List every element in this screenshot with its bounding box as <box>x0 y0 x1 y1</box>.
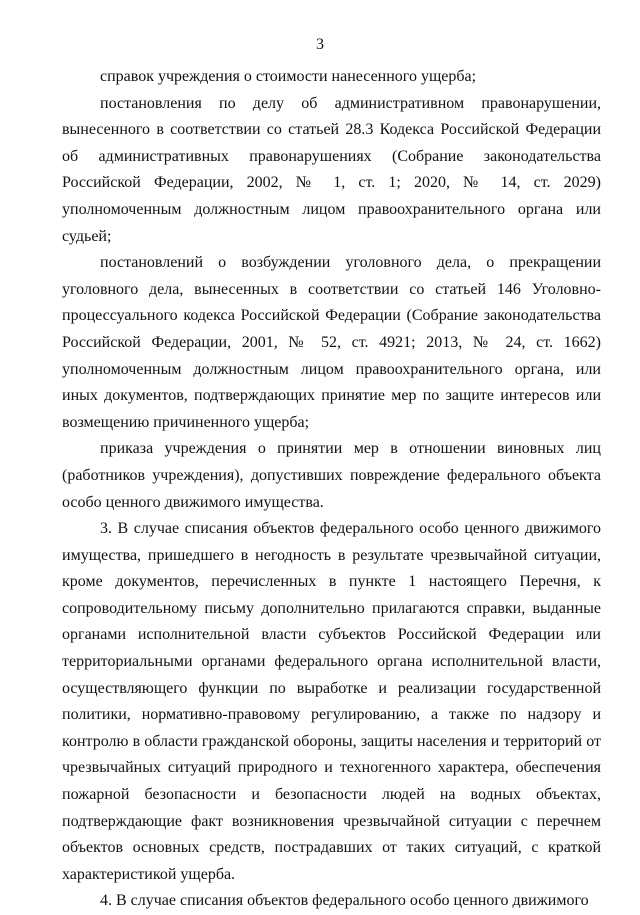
paragraph-item-4-writeoff: 4. В случае списания объектов федерального особо ценного движимого <box>100 892 589 910</box>
paragraph-damage-cost-certificates: справок учреждения о стоимости нанесенного ущерба; <box>100 68 477 85</box>
paragraph-criminal-case-rulings: постановлений о возбуждении уголовного дела, о прекращении уголовного дела, вынесенных в соответствии со статьей 146 Уголовно-процессуального кодекса Российской Федерации (Собрание законодательства Российской Федерации, 2001, № 52, ст. 4921; 2013, № 24, ст. 1662) уполномоченным должностным лицом правоохранительного органа, или иных документов, подтверждающих принятие мер по защите интересов или возмещению причиненного ущерба; <box>62 254 601 431</box>
paragraph-item-3-emergency-writeoff: 3. В случае списания объектов федерального особо ценного движимого имущества, пришедшего в негодность в результате чрезвычайной ситуации, кроме документов, перечисленных в пункте 1 настоящего Перечня, к сопроводительному письму дополнительно прилагаются справки, выданные органами исполнительной власти субъектов Российской Федерации или территориальными органами федерального органа исполнительной власти, осуществляющего функции по выработке и реализации государственной политики, нормативно-правовому регулированию, а также по надзору и контролю в области гражданской обороны, защиты населения и территорий от чрезвычайных ситуаций природного и техногенного характера, обеспечения пожарной безопасности и безопасности людей на водных объектах, подтверждающие факт возникновения чрезвычайной ситуации с перечнем объектов основных средств, пострадавших от таких ситуаций, с краткой характеристикой ущерба. <box>62 520 601 883</box>
paragraph-institution-order: приказа учреждения о принятии мер в отношении виновных лиц (работников учреждения), допустивших повреждение федерального объекта особо ценного движимого имущества. <box>62 440 601 511</box>
document-body <box>62 64 601 915</box>
paragraph-administrative-offense-ruling: постановления по делу об административном правонарушении, вынесенного в соответствии со статьей 28.3 Кодекса Российской Федерации об административных правонарушениях (Собрание законодательства Российской Федерации, 2002, № 1, ст. 1; 2020, № 14, ст. 2029) уполномоченным должностным лицом правоохранительного органа или судьей; <box>62 94 601 245</box>
page-number: 3 <box>316 36 324 53</box>
